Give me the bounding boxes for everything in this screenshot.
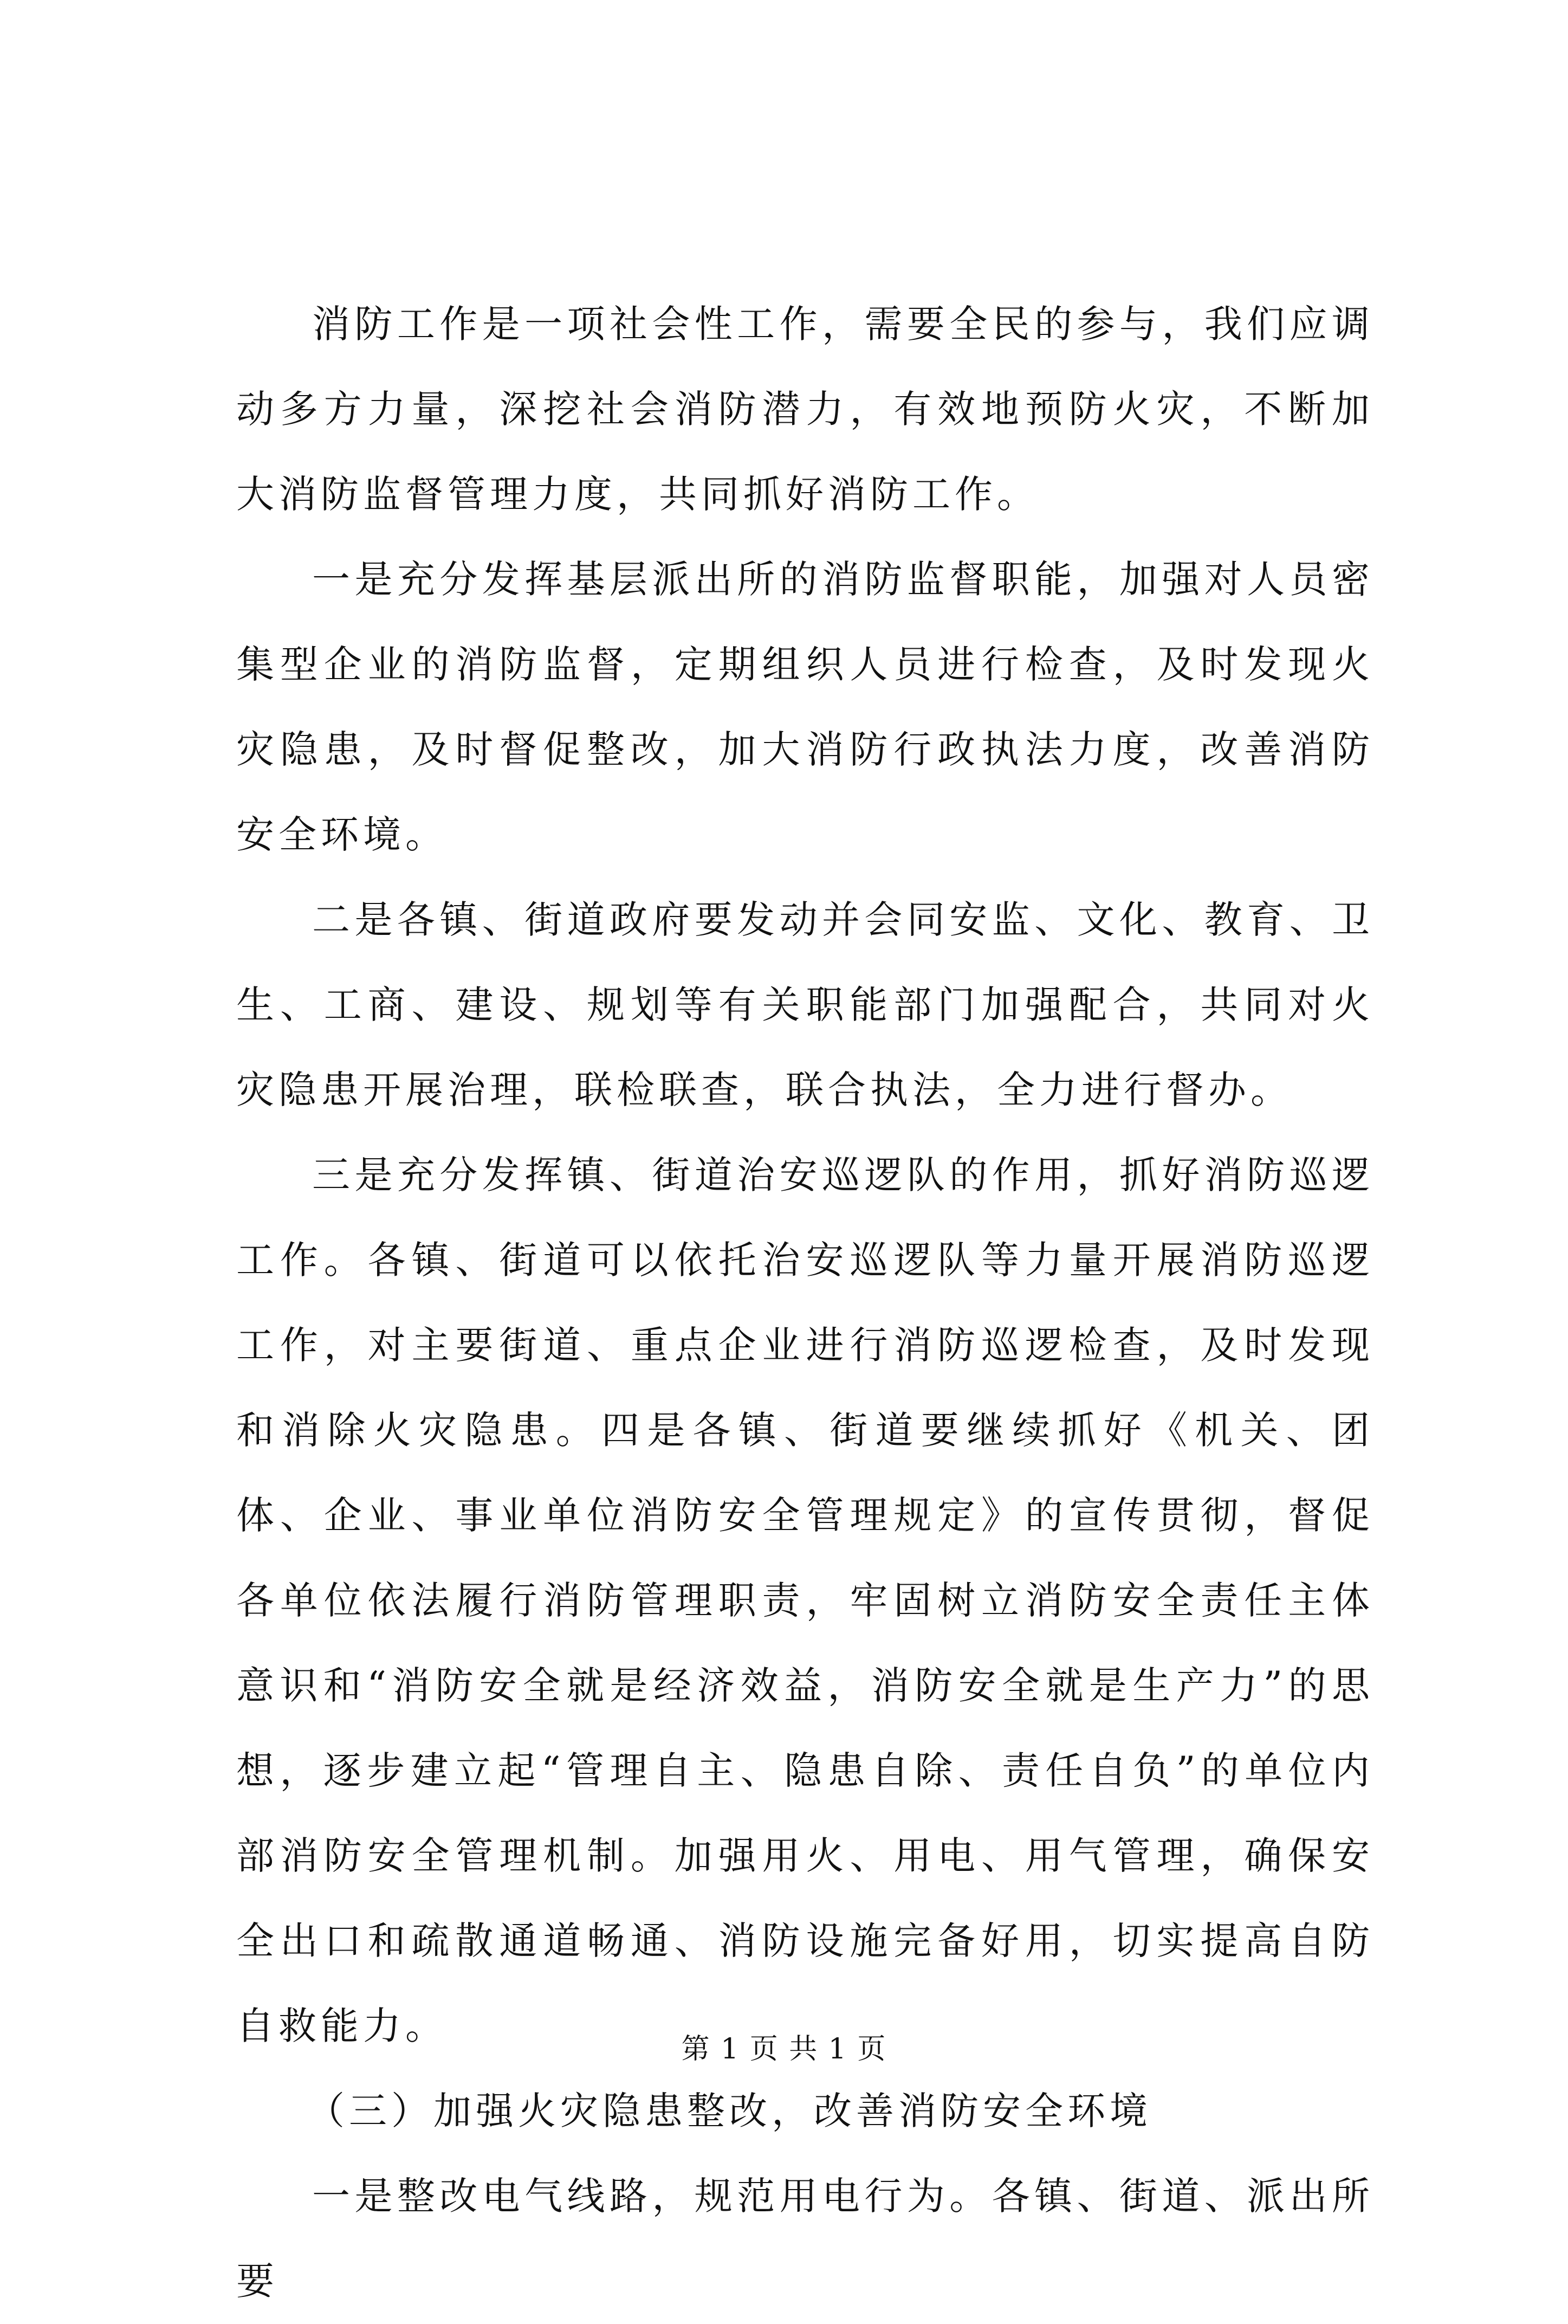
paragraph-intro: 消防工作是一项社会性工作，需要全民的参与，我们应调动多方力量，深挖社会消防潜力，有效地预防火灾，不断加大消防监督管理力度，共同抓好消防工作。 (236, 302, 1374, 517)
paragraph-item-2: 二是各镇、街道政府要发动并会同安监、文化、教育、卫生、工商、建设、规划等有关职能部门加强配合，共同对火灾隐患开展治理，联检联查，联合执法，全力进行督办。 (236, 898, 1374, 1112)
page-footer: 第 1 页 共 1 页 (681, 2033, 887, 2065)
paragraph-item-3-4: 三是充分发挥镇、街道治安巡逻队的作用，抓好消防巡逻工作。各镇、街道可以依托治安巡逻队等力量开展消防巡逻工作，对主要街道、重点企业进行消防巡逻检查，及时发现和消除火灾隐患。四是各镇、街道要继续抓好《机关、团体、企业、事业单位消防安全管理规定》的宣传贯彻，督促各单位依法履行消防管理职责，牢固树立消防安全责任主体意识和“消防安全就是经济效益，消防安全就是生产力”的思想，逐步建立起“管理自主、隐患自除、责任自负”的单位内部消防安全管理机制。加强用火、用电、用气管理，确保安全出口和疏散通道畅通、消防设施完备好用，切实提高自防自救能力。 (236, 1153, 1374, 2048)
paragraph-rectify-1: 一是整改电气线路，规范用电行为。各镇、街道、派出所要 (236, 2174, 1374, 2303)
section-heading: （三）加强火灾隐患整改，改善消防安全环境 (307, 2089, 1152, 2133)
paragraph-item-1: 一是充分发挥基层派出所的消防监督职能，加强对人员密集型企业的消防监督，定期组织人员进行检查，及时发现火灾隐患，及时督促整改，加大消防行政执法力度，改善消防安全环境。 (236, 557, 1374, 857)
document-body (236, 282, 1374, 2324)
